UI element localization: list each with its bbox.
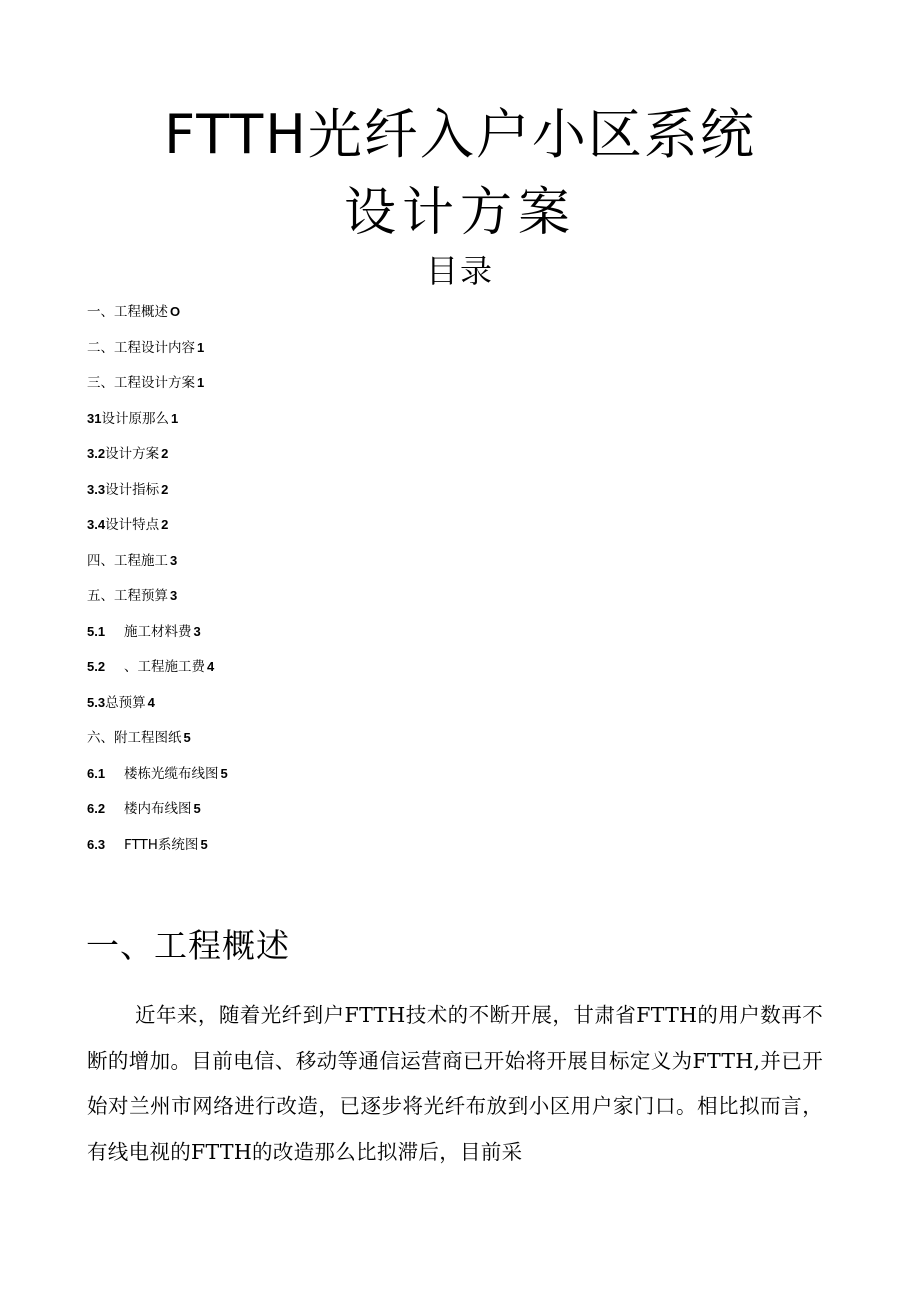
toc-item-number: 6.1 bbox=[87, 765, 106, 781]
toc-item-number: 6.2 bbox=[87, 801, 106, 816]
toc-item-text: FTTH系统图 bbox=[124, 836, 199, 853]
toc-item-text: 楼内布线图 bbox=[124, 801, 192, 817]
toc-item-text: 四、工程施工 bbox=[87, 552, 168, 569]
toc-item-page: 1 bbox=[197, 339, 205, 355]
toc-item-text: 设计原那么 bbox=[101, 410, 169, 427]
toc-item-page: 1 bbox=[197, 375, 205, 390]
toc-item-text: 二、工程设计内容 bbox=[87, 339, 195, 356]
toc-item-number: 5.1 bbox=[87, 623, 106, 639]
toc-item[interactable] bbox=[87, 657, 787, 693]
toc-item-page: 4 bbox=[147, 694, 155, 710]
toc-item-number: 3.3 bbox=[87, 481, 106, 497]
toc-item[interactable] bbox=[87, 622, 787, 658]
toc-item-text: 总预算 bbox=[105, 694, 146, 711]
toc-item-number: 3.4 bbox=[87, 517, 106, 532]
toc-item[interactable] bbox=[87, 799, 787, 835]
toc-item[interactable] bbox=[87, 515, 787, 551]
toc-item[interactable] bbox=[87, 764, 787, 800]
toc-item-page: 2 bbox=[161, 446, 169, 461]
toc-item[interactable] bbox=[87, 586, 787, 622]
section-paragraph: 近年来，随着光纤到户FTTH技术的不断开展，甘肃省FTTH的用户数再不断的增加。目前电信、移动等通信运营商已开始将开展目标定义为FTTH,并已开始对兰州市网络进行改造，已逐步将光纤布放到小区用户家门口。相比拟而言，有线电视的FTTH的改造那么比拟滞后，目前采 bbox=[87, 1003, 823, 1164]
toc-item-text: 设计特点 bbox=[105, 517, 160, 533]
toc-item-page: 5 bbox=[183, 730, 191, 745]
toc-item-number: 3.2 bbox=[87, 446, 106, 461]
toc-item-page: O bbox=[170, 304, 181, 319]
toc-item-text: 设计方案 bbox=[105, 446, 160, 462]
toc-item-text: 三、工程设计方案 bbox=[87, 375, 195, 391]
table-of-contents bbox=[87, 302, 787, 870]
toc-item-text: 设计指标 bbox=[105, 481, 160, 498]
toc-item-number: 5.3 bbox=[87, 694, 106, 710]
toc-item[interactable] bbox=[87, 835, 787, 871]
toc-item-number: 6.3 bbox=[87, 836, 106, 852]
toc-item[interactable] bbox=[87, 693, 787, 729]
toc-item[interactable] bbox=[87, 373, 787, 409]
toc-item-number: 5.2 bbox=[87, 659, 106, 674]
document-title-line-1: FTTH光纤入户小区系统 bbox=[164, 103, 756, 166]
toc-item-text: 施工材料费 bbox=[124, 623, 192, 640]
toc-item-text: 六、附工程图纸 bbox=[87, 730, 182, 746]
toc-item[interactable] bbox=[87, 728, 787, 764]
toc-item[interactable] bbox=[87, 444, 787, 480]
toc-item-page: 5 bbox=[220, 765, 228, 781]
toc-item[interactable] bbox=[87, 338, 787, 374]
toc-heading: 目录 bbox=[425, 252, 494, 290]
toc-item-text: 楼栋光缆布线图 bbox=[124, 765, 219, 782]
toc-item-page: 3 bbox=[170, 552, 178, 568]
toc-item-page: 4 bbox=[207, 659, 215, 674]
toc-item-page: 2 bbox=[161, 517, 169, 532]
toc-item[interactable] bbox=[87, 302, 787, 338]
toc-item[interactable] bbox=[87, 480, 787, 516]
toc-item[interactable] bbox=[87, 551, 787, 587]
toc-item[interactable] bbox=[87, 409, 787, 445]
toc-item-page: 3 bbox=[193, 623, 201, 639]
toc-item-page: 3 bbox=[170, 588, 178, 603]
toc-item-page: 1 bbox=[170, 410, 179, 426]
toc-item-page: 5 bbox=[193, 801, 201, 816]
toc-item-page: 2 bbox=[161, 481, 169, 497]
toc-item-page: 5 bbox=[200, 836, 208, 852]
toc-item-text: 五、工程预算 bbox=[87, 588, 168, 604]
document-title-line-2: 设计方案 bbox=[343, 183, 576, 243]
toc-item-number: 31 bbox=[87, 410, 102, 426]
section-heading: 一、工程概述 bbox=[86, 926, 290, 965]
toc-item-text: 、工程施工费 bbox=[124, 659, 205, 675]
toc-item-text: 一、工程概述 bbox=[87, 304, 168, 320]
